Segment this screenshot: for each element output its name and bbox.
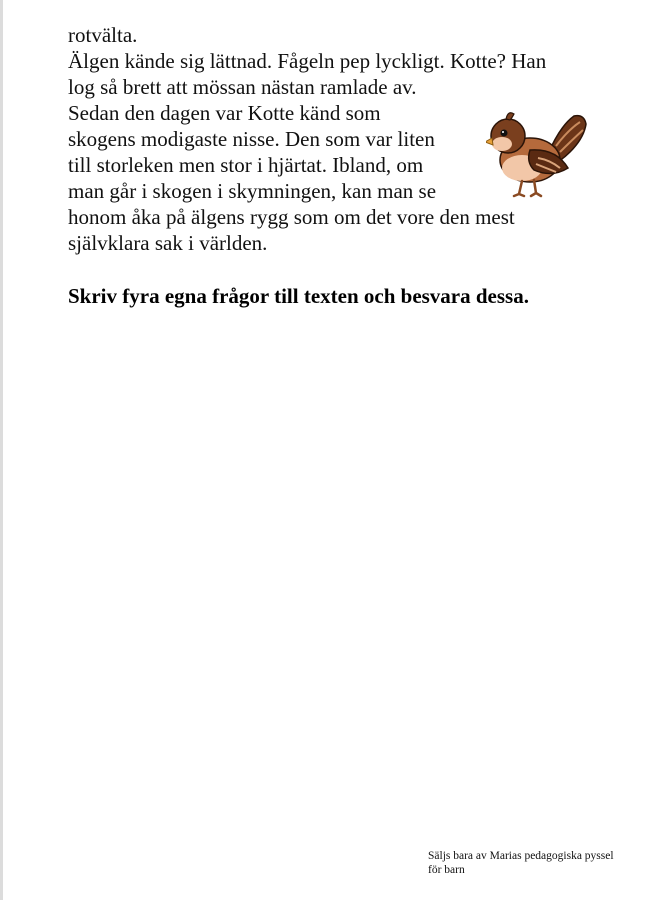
story-line: skogens modigaste nisse. Den som var liten: [68, 127, 435, 151]
story-line: Älgen kände sig lättnad. Fågeln pep lyckligt. Kotte? Han: [68, 49, 547, 73]
story-line: Sedan den dagen var Kotte känd som: [68, 101, 381, 125]
story-line: rotvälta.: [68, 23, 138, 47]
story-line: man går i skogen i skymningen, kan man se: [68, 179, 437, 203]
footer-credit: [428, 849, 658, 877]
document-page: [3, 0, 665, 900]
story-line: log så brett att mössan nästan ramlade av.: [68, 75, 417, 99]
bird-icon: [486, 108, 591, 200]
story-line: till storleken men stor i hjärtat. Ibland, om: [68, 153, 424, 177]
task-heading: Skriv fyra egna frågor till texten och besvara dessa.: [68, 284, 529, 308]
story-line: honom åka på älgens rygg som om det vore den mest: [68, 205, 515, 229]
footer-line: för barn: [428, 864, 465, 876]
story-line: självklara sak i världen.: [68, 231, 268, 255]
footer-line: Säljs bara av Marias pedagogiska pyssel: [428, 850, 614, 862]
